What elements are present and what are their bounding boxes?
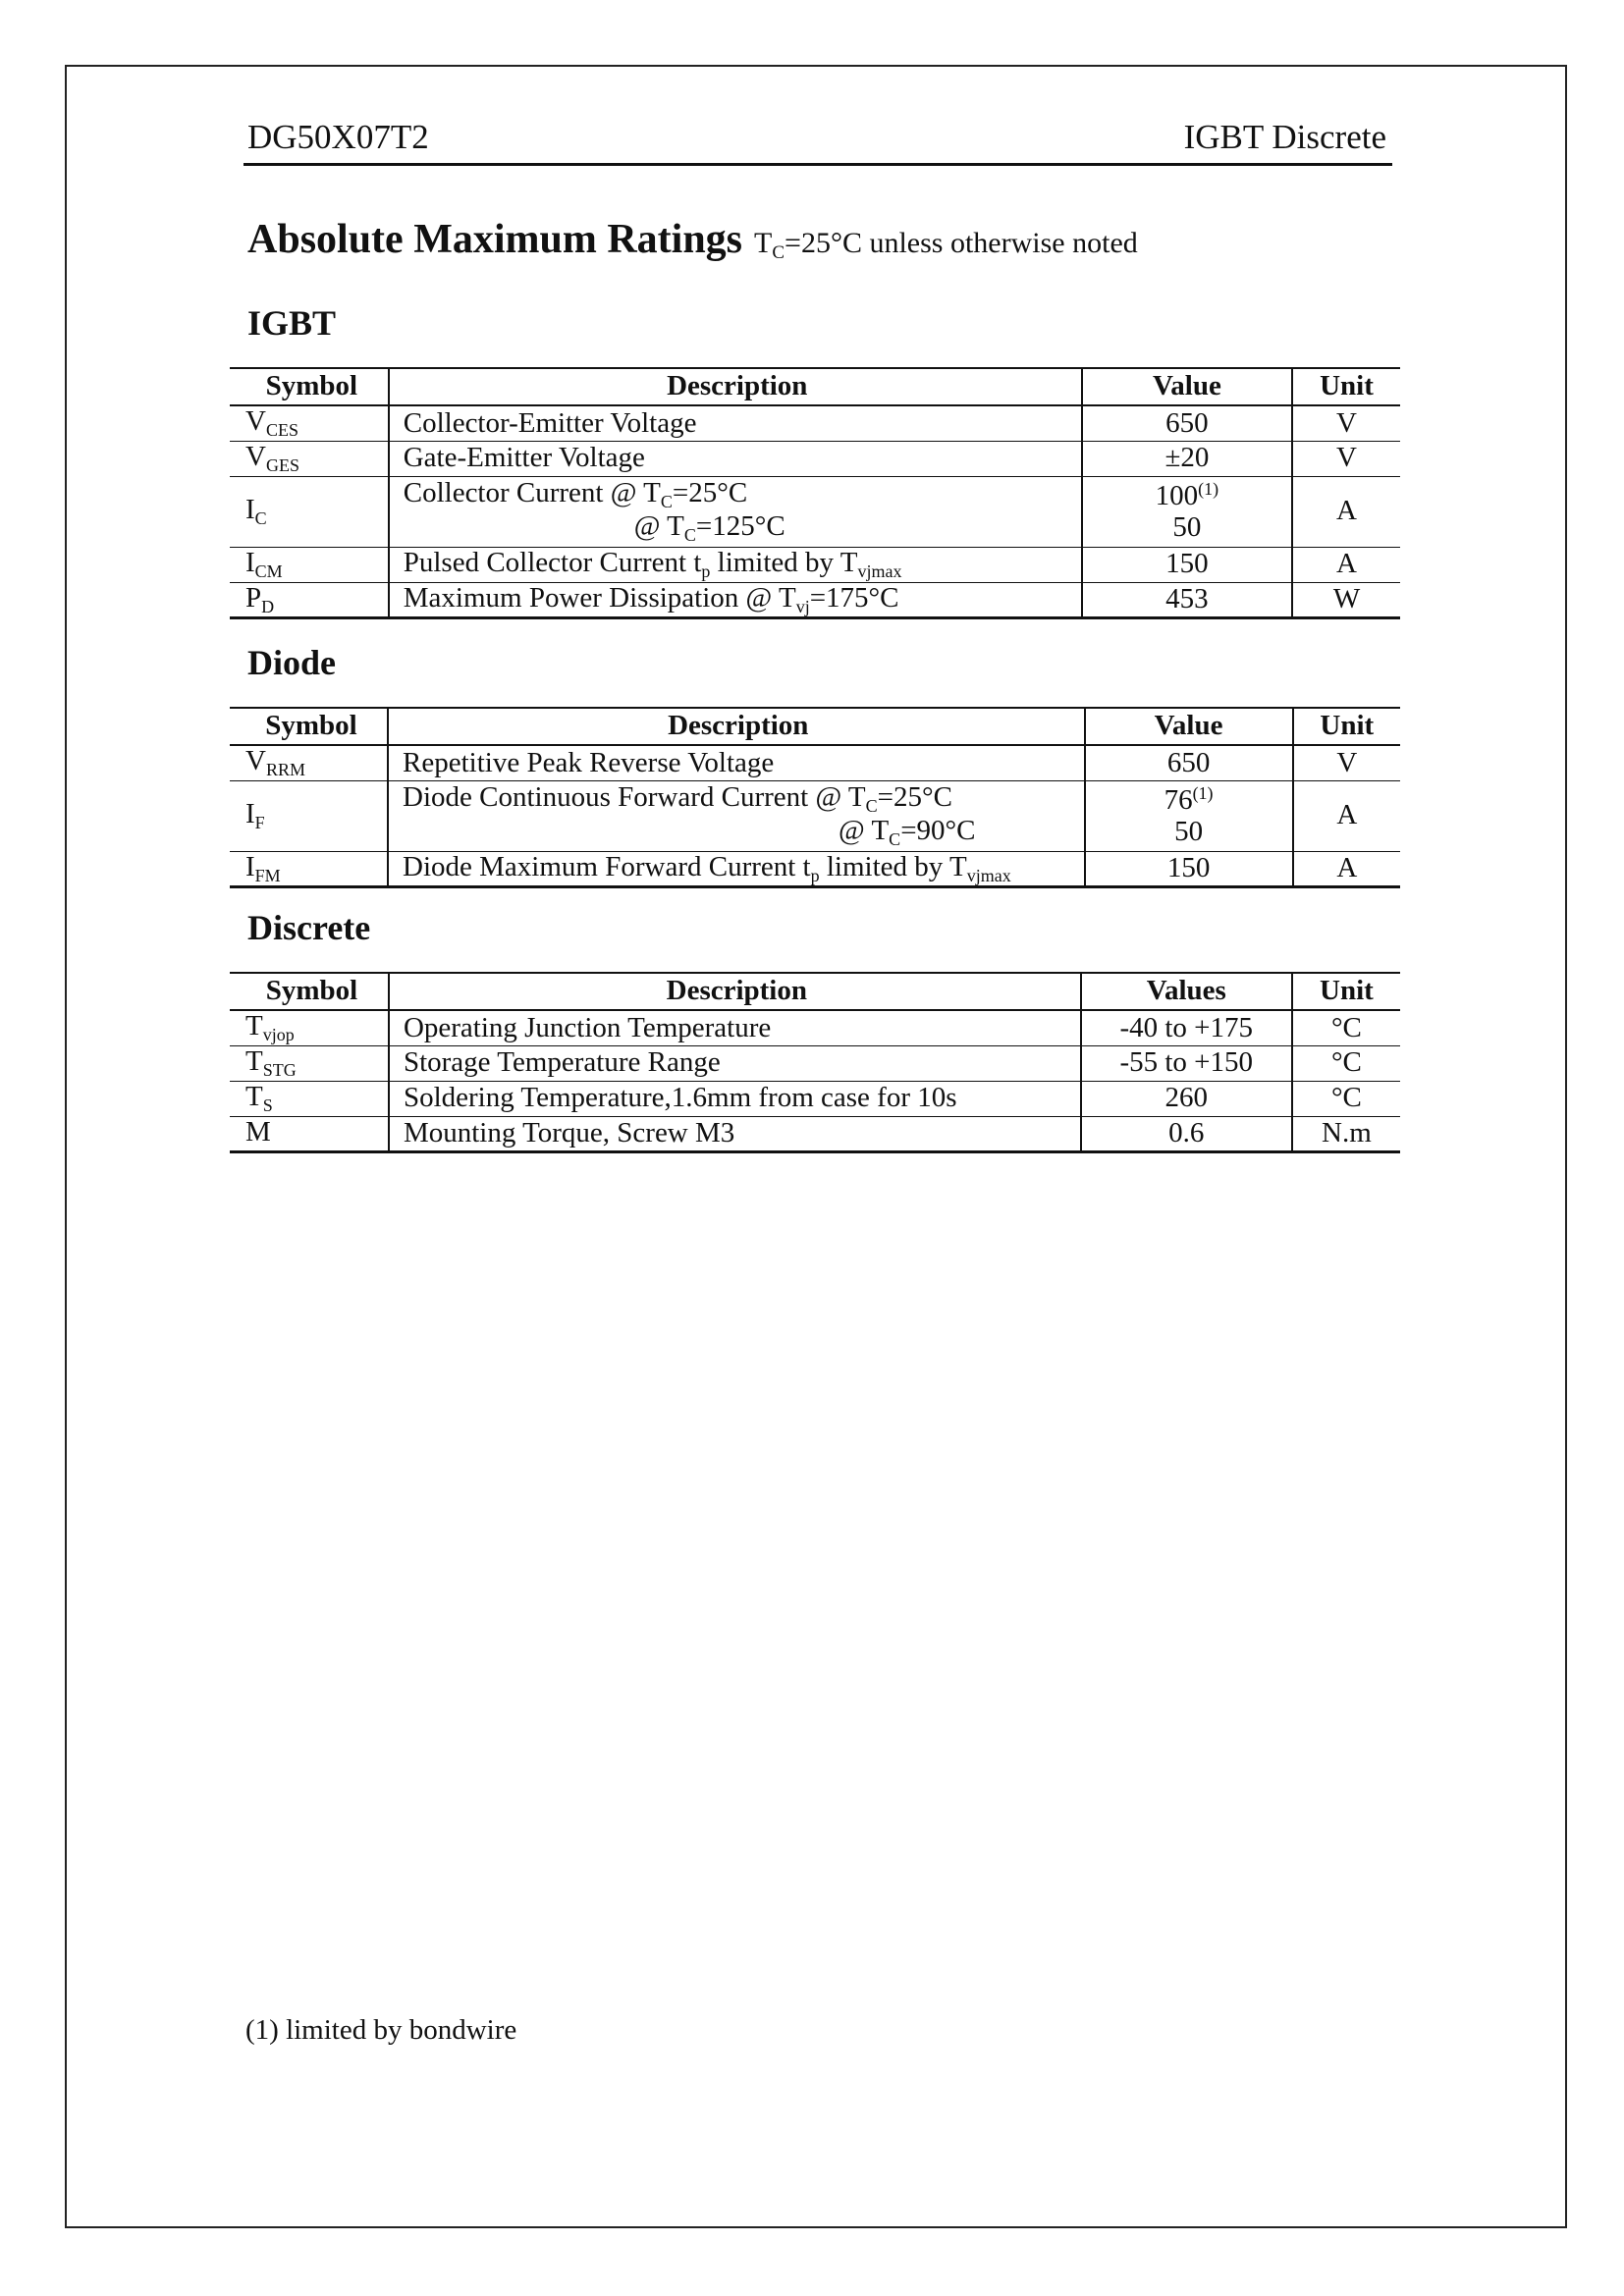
col-unit: Unit — [1293, 708, 1400, 745]
table-row: $T_S$ Soldering Temperature,1.6mm from case for 10s 260 °C — [230, 1081, 1400, 1116]
table-row: $T_{STG}$ Storage Temperature Range -55 to +150 °C — [230, 1045, 1400, 1081]
col-value: Value — [1082, 368, 1292, 405]
page-title — [247, 216, 1138, 264]
product-type: IGBT Discrete — [1183, 118, 1386, 156]
table-row: $T_{vjop}$ Operating Junction Temperature -40 to +175 °C — [230, 1010, 1400, 1045]
col-unit: Unit — [1292, 368, 1400, 405]
col-description: Description — [388, 708, 1084, 745]
table-row: M Mounting Torque, Screw M3 0.6 N.m — [230, 1116, 1400, 1151]
col-values: Values — [1081, 973, 1292, 1010]
table-header-row — [230, 708, 1400, 745]
col-symbol: Symbol — [230, 368, 389, 405]
discrete-table — [230, 972, 1400, 1153]
col-symbol: Symbol — [230, 973, 389, 1010]
table-row: $I_{FM}$ Diode Maximum Forward Current $t_p$ limited by $T_{vjmax}$ 150 A — [230, 851, 1400, 886]
table-row: $P_D$ Maximum Power Dissipation @ $T_{vj}=175^\circ C$ 453 W — [230, 582, 1400, 617]
table-row: $I_F$ Diode Continuous Forward Current @ $T_C=25^\circ C$ @ $T_C=90^\circ C$ 76$^{(1)}$ 50 A — [230, 780, 1400, 851]
diode-table — [230, 707, 1400, 888]
col-value: Value — [1085, 708, 1293, 745]
section-heading-igbt: IGBT — [247, 303, 337, 343]
col-description: Description — [389, 368, 1082, 405]
col-description: Description — [389, 973, 1081, 1010]
section-heading-diode: Diode — [247, 643, 336, 682]
col-symbol: Symbol — [230, 708, 388, 745]
table-row: $V_{GES}$ Gate-Emitter Voltage ±20 V — [230, 441, 1400, 476]
table-row: $V_{RRM}$ Repetitive Peak Reverse Voltage 650 V — [230, 745, 1400, 780]
table-row: $I_C$ Collector Current @ $T_C=25^\circ C$ @ $T_C=125^\circ C$ 100$^{(1)}$ 50 A — [230, 476, 1400, 547]
table-header-row — [230, 973, 1400, 1010]
table-row: $V_{CES}$ Collector-Emitter Voltage 650 V — [230, 405, 1400, 441]
igbt-table — [230, 367, 1400, 619]
col-unit: Unit — [1292, 973, 1400, 1010]
table-header-row — [230, 368, 1400, 405]
table-row: $I_{CM}$ Pulsed Collector Current $t_p$ limited by $T_{vjmax}$ 150 A — [230, 547, 1400, 582]
footnote: (1) limited by bondwire — [245, 2014, 517, 2046]
section-heading-discrete: Discrete — [247, 908, 371, 947]
title-condition: $T_C=25^\circ C$ unless otherwise noted — [754, 227, 1138, 263]
title-main: Absolute Maximum Ratings — [247, 217, 743, 262]
page-header — [244, 116, 1392, 166]
part-number: DG50X07T2 — [247, 118, 429, 156]
